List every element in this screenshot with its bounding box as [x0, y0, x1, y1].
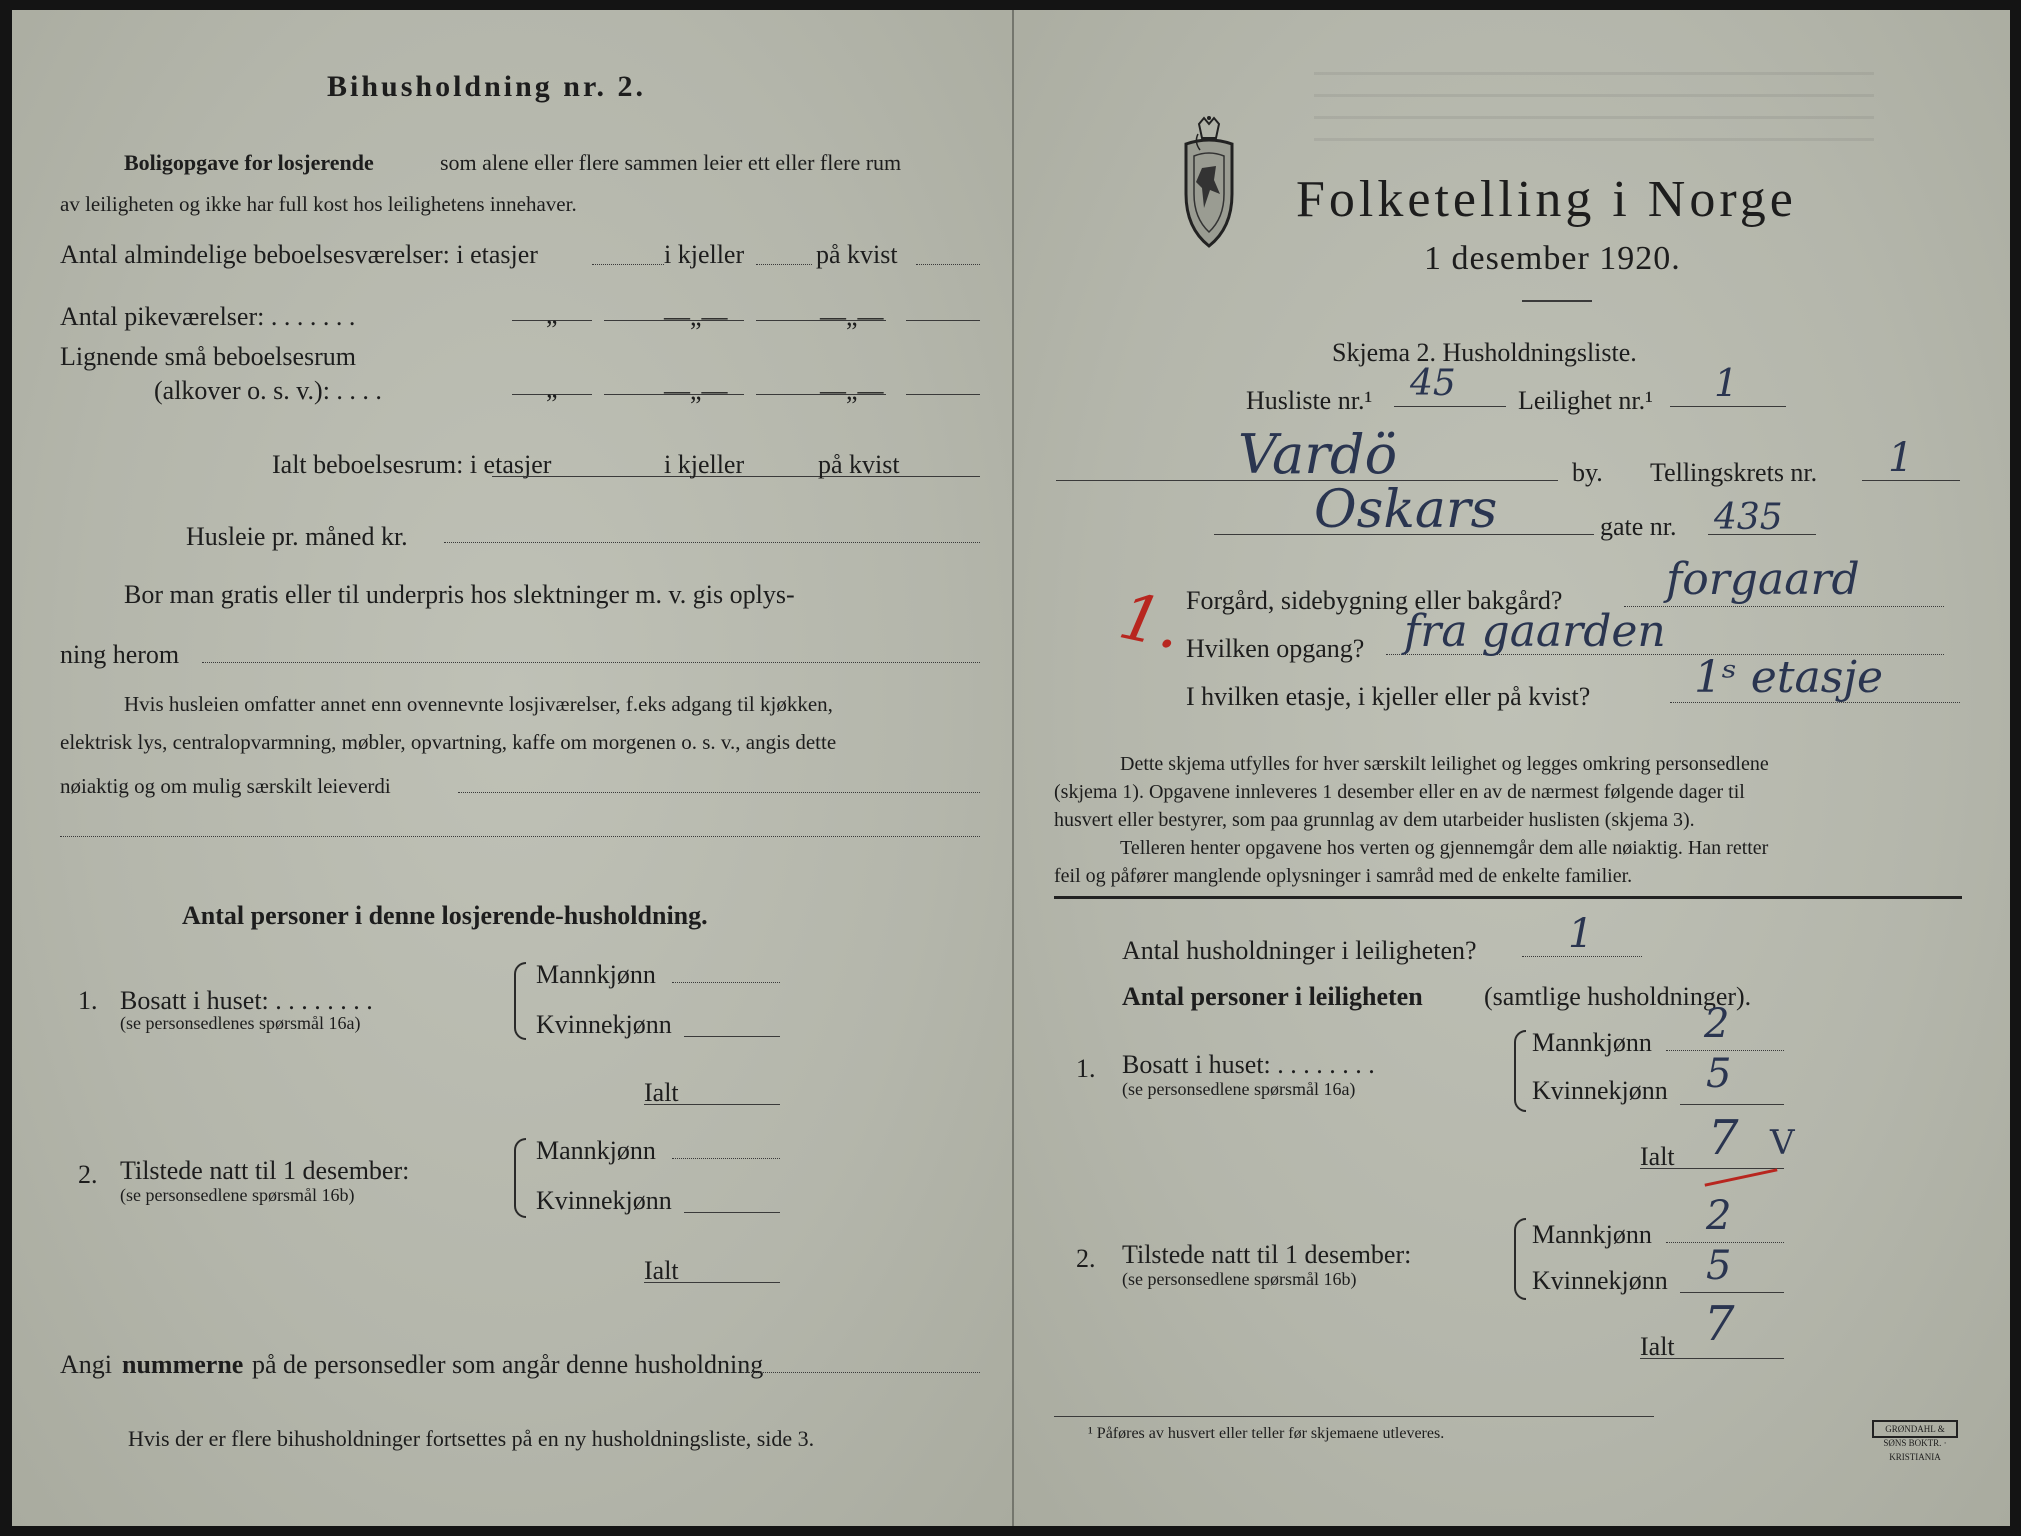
footnote: ¹ Påføres av husvert eller teller før skjemaene utleveres. — [1088, 1425, 1445, 1442]
angi-pre: Angi — [60, 1350, 112, 1379]
coat-of-arms-icon — [1174, 116, 1244, 276]
left-bosatt-kvinne: Kvinnekjønn — [536, 1010, 672, 1039]
left-tilstede-ialt: Ialt — [644, 1256, 679, 1285]
angi-field — [742, 1372, 980, 1373]
left-bosatt-sub: (se personsedlenes spørsmål 16a) — [120, 1013, 361, 1033]
gate-label: gate nr. — [1600, 512, 1677, 541]
right-tilstede-kvinne-value: 5 — [1706, 1243, 1732, 1289]
title-rule — [1522, 300, 1592, 302]
right-bosatt-check: V — [1770, 1123, 1795, 1163]
right-bosatt-label: Bosatt i huset: . . . . . . . . — [1122, 1050, 1375, 1079]
gratis-field — [202, 662, 980, 663]
instr-line-4: Telleren henter opgavene hos verten og gjennemgår dem alle nøiaktig. Han retter — [1120, 837, 1769, 859]
right-bosatt-num: 1. — [1076, 1054, 1096, 1083]
right-tilstede-label: Tilstede natt til 1 desember: — [1122, 1240, 1412, 1269]
left-tilstede-kvinne: Kvinnekjønn — [536, 1186, 672, 1215]
husliste-label: Husliste nr.¹ — [1246, 386, 1373, 415]
antal-pers-bold: Antal personer i leiligheten — [1122, 982, 1423, 1011]
right-bosatt-ialt-field — [1640, 1168, 1784, 1169]
right-tilstede-sub: (se personsedlene spørsmål 16b) — [1122, 1269, 1357, 1289]
left-tilstede-mann-field — [672, 1158, 780, 1159]
instr-line-3: husvert eller bestyrer, som paa grunnlag av dem utarbeider huslisten (skjema 3). — [1054, 809, 1695, 831]
right-bosatt-ialt: Ialt — [1640, 1142, 1675, 1171]
left-tilstede-kvinne-field — [684, 1212, 780, 1213]
skjema-label: Skjema 2. Husholdningsliste. — [1332, 338, 1637, 367]
hvis-line-1: Hvis husleien omfatter annet enn ovennevnte losjiværelser, f.eks adgang til kjøkken, — [124, 692, 833, 716]
right-tilstede-ialt-field — [1640, 1358, 1784, 1359]
angi-bold: nummerne — [122, 1350, 244, 1379]
tellingskrets-value: 1 — [1888, 435, 1914, 481]
intro-rest: som alene eller flere sammen leier ett eller flere rum — [440, 150, 902, 175]
right-tilstede-ialt-value: 7 — [1704, 1296, 1735, 1352]
printer-stamp: GRØNDAHL & SØNS BOKTR. · KRISTIANIA — [1872, 1420, 1958, 1438]
right-tilstede-ialt: Ialt — [1640, 1332, 1675, 1361]
antal-pers-rest: (samtlige husholdninger). — [1484, 982, 1752, 1011]
right-bosatt-kvinne-value: 5 — [1706, 1051, 1732, 1097]
rooms-etasjer-field — [592, 264, 664, 265]
husleie-label: Husleie pr. måned kr. — [186, 522, 408, 551]
tellingskrets-label: Tellingskrets nr. — [1650, 458, 1818, 487]
by-value: Vardö — [1238, 423, 1398, 486]
left-bosatt-ialt: Ialt — [644, 1078, 679, 1107]
instr-line-1: Dette skjema utfylles for hver særskilt leilighet og legges omkring personsedlene — [1120, 753, 1769, 775]
etasje-value: 1ˢ etasje — [1694, 652, 1884, 703]
left-title: Bihusholdning nr. 2. — [327, 70, 647, 103]
right-bosatt-kvinne: Kvinnekjønn — [1532, 1076, 1668, 1105]
hvis-field-2 — [60, 836, 980, 837]
husliste-field — [1394, 406, 1506, 407]
gate-nr-value: 435 — [1714, 497, 1783, 538]
forgaard-label: Forgård, sidebygning eller bakgård? — [1186, 586, 1563, 615]
left-bosatt-num: 1. — [78, 986, 98, 1015]
left-footer: Hvis der er flere bihusholdninger fortsettes på en ny husholdningsliste, side 3. — [128, 1426, 815, 1451]
hvis-line-3: nøiaktig og om mulig særskilt leieverdi — [60, 774, 391, 798]
pike-ditto-1: „ — [546, 300, 558, 329]
by-label: by. — [1572, 458, 1603, 487]
intro-bold: Boligopgave for losjerende — [124, 150, 374, 175]
rooms-kjeller: i kjeller — [664, 240, 745, 269]
pike-ditto-3: —„— — [820, 302, 884, 331]
left-bosatt-mann-field — [672, 982, 780, 983]
angi-rest: på de personsedler som angår denne husholdning — [252, 1350, 764, 1379]
instr-line-2: (skjema 1). Opgavene innleveres 1 desember eller en av de nærmest følgende dager til — [1054, 781, 1745, 803]
right-bosatt-brace — [1514, 1030, 1526, 1112]
right-tilstede-kvinne: Kvinnekjønn — [1532, 1266, 1668, 1295]
leilighet-field — [1670, 406, 1786, 407]
left-page — [12, 10, 1012, 1526]
leilighet-value: 1 — [1714, 361, 1739, 405]
section-rule — [1054, 896, 1962, 899]
husliste-value: 45 — [1410, 363, 1456, 404]
left-bosatt-kvinne-field — [684, 1036, 780, 1037]
right-tilstede-num: 2. — [1076, 1244, 1096, 1273]
right-page — [1014, 10, 2010, 1526]
antal-hush-value: 1 — [1568, 911, 1594, 957]
lign-ditto-3: —„— — [820, 376, 884, 405]
left-bosatt-brace — [514, 962, 526, 1040]
antal-hush-label: Antal husholdninger i leiligheten? — [1122, 936, 1477, 965]
husleie-field — [444, 542, 980, 543]
rooms-label: Antal almindelige beboelsesværelser: i etasjer — [60, 240, 538, 269]
left-tilstede-ialt-field — [644, 1282, 780, 1283]
red-check-stroke — [1704, 1168, 1777, 1186]
leilighet-label: Leilighet nr.¹ — [1518, 386, 1653, 415]
rooms-kvist: på kvist — [816, 240, 898, 269]
right-bosatt-kvinne-field — [1680, 1104, 1784, 1105]
ialt-rooms-label: Ialt beboelsesrum: i etasjer — [272, 450, 552, 479]
persons-heading: Antal personer i denne losjerende-husholdning. — [182, 901, 708, 930]
right-bosatt-sub: (se personsedlene spørsmål 16a) — [1122, 1079, 1356, 1099]
gratis-line-1: Bor man gratis eller til underpris hos slektninger m. v. gis oplys- — [124, 580, 795, 609]
opgang-value: fra gaarden — [1404, 606, 1666, 657]
left-tilstede-brace — [514, 1138, 526, 1218]
right-tilstede-brace — [1514, 1218, 1526, 1300]
right-tilstede-mann: Mannkjønn — [1532, 1220, 1652, 1249]
left-bosatt-ialt-field — [644, 1104, 780, 1105]
lignende-label-2: (alkover o. s. v.): . . . . — [154, 376, 382, 405]
right-title: Folketelling i Norge — [1296, 171, 1797, 228]
pike-label: Antal pikeværelser: . . . . . . . — [60, 302, 356, 331]
intro-line2: av leiligheten og ikke har full kost hos leilighetens innehaver. — [60, 192, 577, 216]
left-tilstede-sub: (se personsedlene spørsmål 16b) — [120, 1185, 355, 1205]
show-through — [1314, 72, 1874, 152]
pike-field-4 — [906, 320, 980, 321]
ialt-kjeller: i kjeller — [664, 450, 745, 479]
hvis-field — [458, 792, 980, 793]
gate-value: Oskars — [1314, 480, 1498, 540]
lign-ditto-2: —„— — [664, 376, 728, 405]
right-bosatt-mann-value: 2 — [1704, 1001, 1730, 1047]
right-tilstede-mann-value: 2 — [1706, 1193, 1732, 1239]
etasje-label: I hvilken etasje, i kjeller eller på kvist? — [1186, 682, 1591, 711]
pike-ditto-2: —„— — [664, 302, 728, 331]
forgaard-field — [1624, 606, 1944, 607]
gratis-line-2: ning herom — [60, 640, 180, 669]
instr-line-5: feil og påfører manglende oplysninger i samråd med de enkelte familier. — [1054, 865, 1633, 887]
ialt-kvist: på kvist — [818, 450, 900, 479]
rooms-kjeller-field — [756, 264, 812, 265]
red-margin-mark: 1. — [1112, 579, 1189, 665]
footnote-rule — [1054, 1416, 1654, 1417]
left-bosatt-mann: Mannkjønn — [536, 960, 656, 989]
hvis-line-2: elektrisk lys, centralopvarmning, møbler, opvartning, kaffe om morgenen o. s. v., angis dette — [60, 730, 837, 754]
left-tilstede-mann: Mannkjønn — [536, 1136, 656, 1165]
census-date: 1 desember 1920. — [1424, 240, 1681, 277]
left-bosatt-label: Bosatt i huset: . . . . . . . . — [120, 986, 373, 1015]
lignende-label-1: Lignende små beboelsesrum — [60, 342, 357, 371]
forgaard-value: forgaard — [1666, 554, 1860, 605]
opgang-label: Hvilken opgang? — [1186, 634, 1365, 663]
lign-field-4 — [906, 394, 980, 395]
right-tilstede-kvinne-field — [1680, 1292, 1784, 1293]
rooms-kvist-field — [916, 264, 980, 265]
right-bosatt-ialt-value: 7 — [1708, 1110, 1739, 1166]
lign-ditto-1: „ — [546, 374, 558, 403]
left-tilstede-num: 2. — [78, 1160, 98, 1189]
left-tilstede-label: Tilstede natt til 1 desember: — [120, 1156, 410, 1185]
right-bosatt-mann: Mannkjønn — [1532, 1028, 1652, 1057]
